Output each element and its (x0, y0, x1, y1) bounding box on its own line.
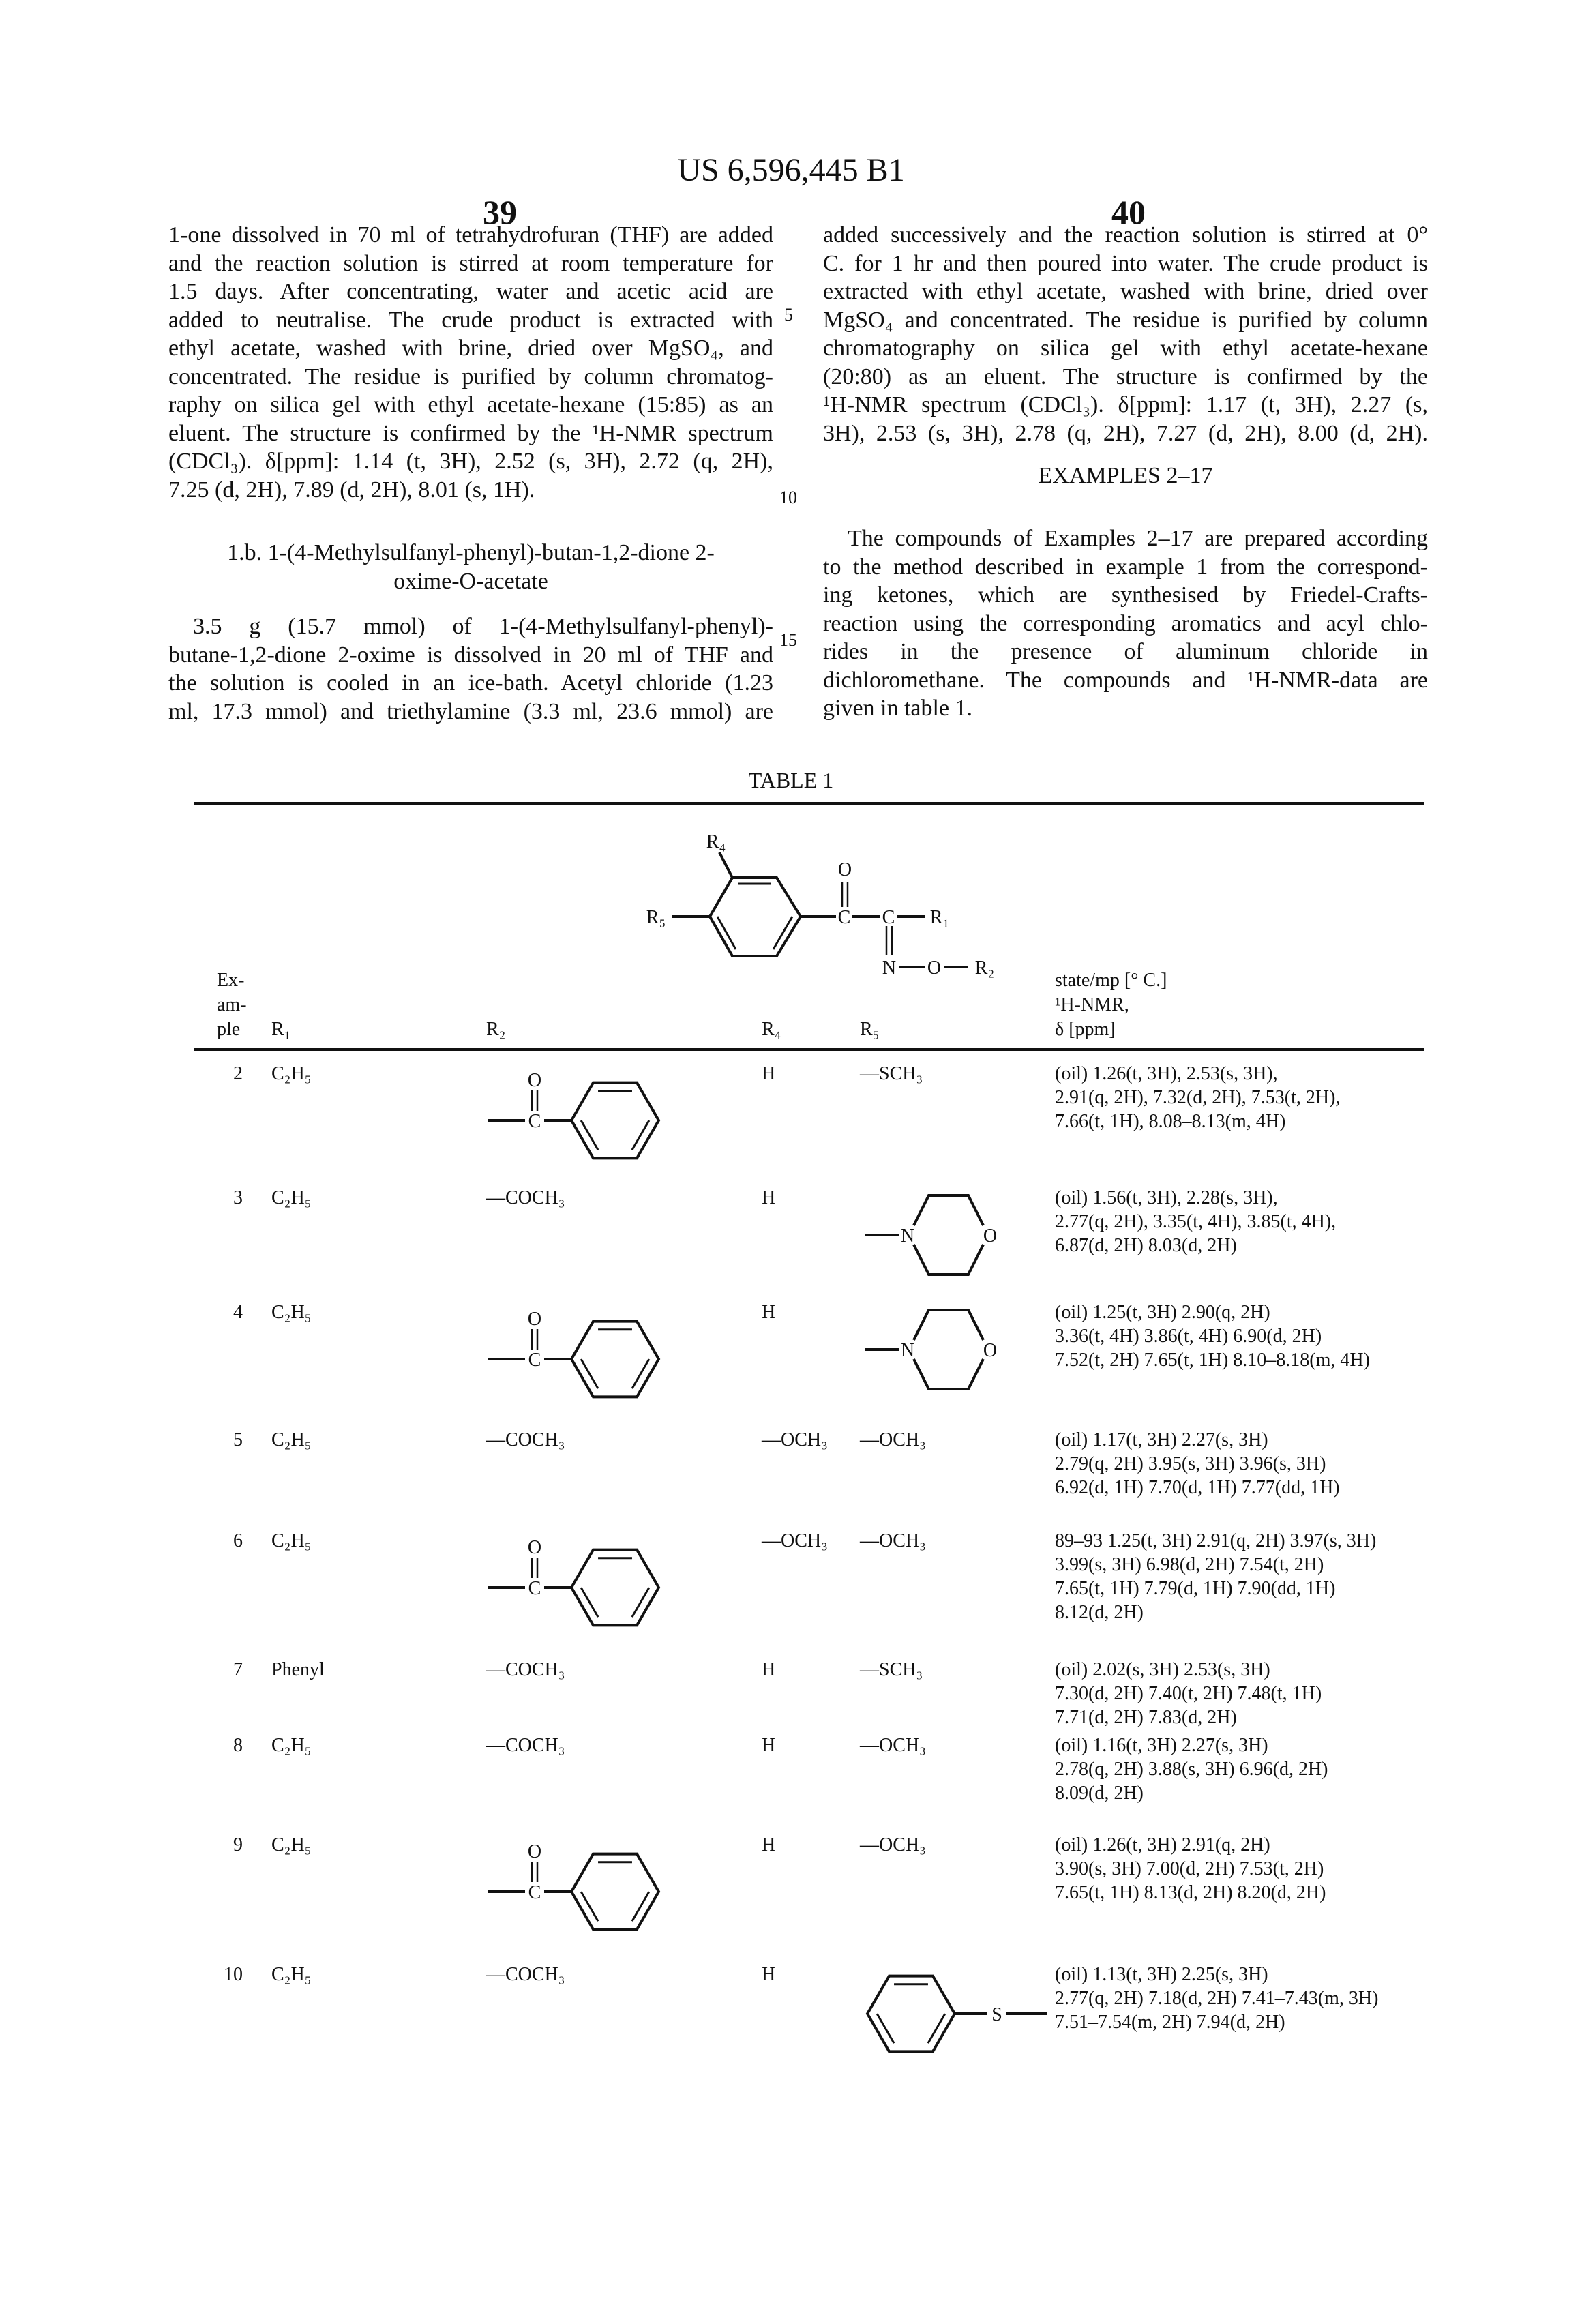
header-r4: R₄ (762, 1017, 781, 1042)
benzoyl-structure (488, 1841, 659, 1929)
cell-nmr-line: 7.66(t, 1H), 8.08–8.13(m, 4H) (1055, 1109, 1285, 1133)
text-line: 1.5 days. After concentrating, water and acetic acid are (168, 278, 773, 306)
cell-r5: —OCH₃ (860, 1733, 926, 1757)
cell-r4: H (762, 1658, 775, 1682)
text-line: reaction using the corresponding aromatics and acyl chlo- (823, 610, 1428, 638)
phenylthio-structure (867, 1976, 1047, 2052)
page-number-right: 40 (1111, 192, 1146, 232)
cell-example: 9 (233, 1833, 243, 1857)
heading-line: oxime-O-acetate (168, 567, 773, 596)
cell-nmr-line: 7.52(t, 2H) 7.65(t, 1H) 8.10–8.18(m, 4H) (1055, 1348, 1370, 1372)
morpholino-structure (865, 1310, 997, 1389)
label-r5: R₅ (646, 907, 666, 928)
cell-r5: —SCH₃ (860, 1658, 923, 1682)
cell-r2: —COCH₃ (486, 1963, 565, 1986)
cell-nmr-line: 6.87(d, 2H) 8.03(d, 2H) (1055, 1234, 1237, 1257)
cell-nmr-line: 2.78(q, 2H) 3.88(s, 3H) 6.96(d, 2H) (1055, 1757, 1328, 1781)
cell-nmr-line: 2.91(q, 2H), 7.32(d, 2H), 7.53(t, 2H), (1055, 1086, 1340, 1109)
cell-r4: H (762, 1300, 775, 1324)
label-n: N (882, 957, 896, 979)
text-line: added successively and the reaction solution is stirred at 0° (823, 221, 1428, 250)
text-line: (20:80) as an eluent. The structure is confirmed by the (823, 363, 1428, 391)
benzene-ring (571, 1083, 659, 1159)
cell-r4: —OCH₃ (762, 1529, 828, 1553)
header-nmr-line: δ [ppm] (1055, 1017, 1167, 1042)
atom-label-c: C (528, 1111, 541, 1132)
cell-r5: —OCH₃ (860, 1833, 926, 1857)
benzoyl-structure (488, 1537, 659, 1625)
header-r2: R₂ (486, 1017, 505, 1042)
cell-nmr-line: 7.65(t, 1H) 8.13(d, 2H) 8.20(d, 2H) (1055, 1881, 1326, 1905)
text-line: 3H), 2.53 (s, 3H), 2.78 (q, 2H), 7.27 (d, 2H), 8.00 (d, 2H). (823, 419, 1428, 448)
label-c: C (838, 907, 851, 928)
benzene-ring (571, 1550, 659, 1626)
benzoyl-structure (488, 1309, 659, 1397)
cell-r1: Phenyl (271, 1658, 325, 1682)
cell-nmr-line: 2.77(q, 2H), 3.35(t, 4H), 3.85(t, 4H), (1055, 1210, 1336, 1234)
cell-nmr-line: 8.09(d, 2H) (1055, 1781, 1144, 1805)
label-r4: R₄ (706, 831, 726, 852)
cell-r1: C₂H₅ (271, 1529, 311, 1553)
cell-r4: H (762, 1186, 775, 1210)
cell-r1: C₂H₅ (271, 1733, 311, 1757)
cell-example: 7 (233, 1658, 243, 1682)
line-number-10: 10 (779, 488, 797, 508)
cell-nmr-line: 8.12(d, 2H) (1055, 1600, 1144, 1624)
header-nmr-line: state/mp [° C.] (1055, 968, 1167, 993)
benzoyl-structure (488, 1070, 659, 1158)
text-line: concentrated. The residue is purified by column chromatog- (168, 363, 773, 391)
text-line: C. for 1 hr and then poured into water. The crude product is (823, 250, 1428, 278)
cell-r2: —COCH₃ (486, 1428, 565, 1452)
cell-r2: —COCH₃ (486, 1186, 565, 1210)
atom-label-o: O (528, 1841, 541, 1862)
label-o: O (927, 957, 941, 979)
text-line: 1-one dissolved in 70 ml of tetrahydrofuran (THF) are added (168, 221, 773, 250)
text-line: to the method described in example 1 from the correspond- (823, 553, 1428, 582)
heading-line: 1.b. 1-(4-Methylsulfanyl-phenyl)-butan-1,2-dione 2- (168, 539, 773, 567)
cell-example: 4 (233, 1300, 243, 1324)
atom-label-n: N (901, 1225, 914, 1247)
text-line: 7.25 (d, 2H), 7.89 (d, 2H), 8.01 (s, 1H). (168, 476, 773, 505)
cell-example: 3 (233, 1186, 243, 1210)
text-line: given in table 1. (823, 694, 1428, 723)
atom-label-o: O (983, 1340, 997, 1361)
benzene-ring (710, 878, 801, 956)
text-line: MgSO₄ and concentrated. The residue is purified by column (823, 306, 1428, 335)
label-c: C (882, 907, 895, 928)
general-formula-labels (646, 831, 994, 979)
benzene-ring (867, 1976, 955, 2052)
text-line: ethyl acetate, washed with brine, dried over MgSO₄, and (168, 334, 773, 363)
cell-r5: —OCH₃ (860, 1428, 926, 1452)
header-nmr-line: ¹H-NMR, (1055, 993, 1167, 1017)
text-line: ¹H-NMR spectrum (CDCl₃). δ[ppm]: 1.17 (t, 3H), 2.27 (s, (823, 391, 1428, 419)
cell-r1: C₂H₅ (271, 1963, 311, 1986)
text-line: eluent. The structure is confirmed by the ¹H-NMR spectrum (168, 419, 773, 448)
cell-nmr-line: (oil) 1.56(t, 3H), 2.28(s, 3H), (1055, 1186, 1278, 1210)
atom-label-s: S (991, 2004, 1002, 2025)
cell-r4: H (762, 1963, 775, 1986)
cell-r1: C₂H₅ (271, 1062, 311, 1086)
cell-nmr-line: (oil) 1.16(t, 3H) 2.27(s, 3H) (1055, 1733, 1268, 1757)
atom-label-c: C (528, 1882, 541, 1903)
cell-nmr-line: 89–93 1.25(t, 3H) 2.91(q, 2H) 3.97(s, 3H) (1055, 1529, 1376, 1553)
text-line: ml, 17.3 mmol) and triethylamine (3.3 ml, 23.6 mmol) are (168, 698, 773, 726)
cell-r4: H (762, 1062, 775, 1086)
atom-label-o: O (983, 1225, 997, 1247)
patent-number: US 6,596,445 B1 (0, 151, 1582, 189)
label-r2: R₂ (975, 957, 994, 979)
cell-r5: —OCH₃ (860, 1529, 926, 1553)
table-title: TABLE 1 (0, 768, 1582, 793)
cell-nmr-line: 6.92(d, 1H) 7.70(d, 1H) 7.77(dd, 1H) (1055, 1476, 1340, 1500)
cell-nmr-line: 3.36(t, 4H) 3.86(t, 4H) 6.90(d, 2H) (1055, 1324, 1322, 1348)
cell-nmr-line: (oil) 1.26(t, 3H), 2.53(s, 3H), (1055, 1062, 1278, 1086)
cell-nmr-line: (oil) 1.26(t, 3H) 2.91(q, 2H) (1055, 1833, 1270, 1857)
label-r1: R₁ (930, 907, 949, 928)
atom-label-n: N (901, 1340, 914, 1361)
page-number-left: 39 (483, 192, 517, 232)
cell-nmr-line: (oil) 1.25(t, 3H) 2.90(q, 2H) (1055, 1300, 1270, 1324)
text-line: chromatography on silica gel with ethyl acetate-hexane (823, 334, 1428, 363)
text-line: added to neutralise. The crude product is extracted with (168, 306, 773, 335)
cell-example: 10 (224, 1963, 243, 1986)
cell-nmr-line: 3.99(s, 3H) 6.98(d, 2H) 7.54(t, 2H) (1055, 1553, 1324, 1577)
cell-example: 6 (233, 1529, 243, 1553)
cell-example: 2 (233, 1062, 243, 1086)
morpholino-structure (865, 1195, 997, 1275)
line-number-5: 5 (784, 305, 793, 325)
text-line: dichloromethane. The compounds and ¹H-NMR-data are (823, 666, 1428, 695)
text-line: ing ketones, which are synthesised by Friedel-Crafts- (823, 581, 1428, 610)
cell-r2: —COCH₃ (486, 1733, 565, 1757)
cell-r5: —SCH₃ (860, 1062, 923, 1086)
header-example-line: am- (217, 993, 247, 1017)
cell-nmr-line: 7.71(d, 2H) 7.83(d, 2H) (1055, 1705, 1237, 1729)
cell-nmr-line: 2.77(q, 2H) 7.18(d, 2H) 7.41–7.43(m, 3H) (1055, 1986, 1378, 2010)
cell-nmr-line: (oil) 1.13(t, 3H) 2.25(s, 3H) (1055, 1963, 1268, 1986)
header-example-line: Ex- (217, 968, 247, 993)
header-example-line: ple (217, 1017, 247, 1042)
atom-label-c: C (528, 1350, 541, 1371)
line-number-15: 15 (779, 630, 797, 651)
cell-nmr-line: 2.79(q, 2H) 3.95(s, 3H) 3.96(s, 3H) (1055, 1452, 1326, 1476)
cell-r1: C₂H₅ (271, 1300, 311, 1324)
header-r1: R₁ (271, 1017, 290, 1042)
label-o: O (838, 859, 852, 880)
atom-label-o: O (528, 1309, 541, 1330)
text-line: extracted with ethyl acetate, washed with brine, dried over (823, 278, 1428, 306)
cell-r4: —OCH₃ (762, 1428, 828, 1452)
header-r5: R₅ (860, 1017, 879, 1042)
cell-nmr-line: 7.30(d, 2H) 7.40(t, 2H) 7.48(t, 1H) (1055, 1682, 1322, 1705)
atom-label-o: O (528, 1070, 541, 1091)
atom-label-c: C (528, 1578, 541, 1599)
text-line: 3.5 g (15.7 mmol) of 1-(4-Methylsulfanyl-phenyl)- (168, 612, 773, 641)
general-formula-structure (672, 852, 968, 967)
text-line: butane-1,2-dione 2-oxime is dissolved in 20 ml of THF and (168, 641, 773, 670)
benzene-ring (571, 1854, 659, 1930)
cell-nmr-line: 7.51–7.54(m, 2H) 7.94(d, 2H) (1055, 2010, 1285, 2034)
cell-example: 5 (233, 1428, 243, 1452)
cell-r1: C₂H₅ (271, 1186, 311, 1210)
text-line: the solution is cooled in an ice-bath. Acetyl chloride (1.23 (168, 669, 773, 698)
text-line: and the reaction solution is stirred at room temperature for (168, 250, 773, 278)
cell-r1: C₂H₅ (271, 1833, 311, 1857)
cell-r2: —COCH₃ (486, 1658, 565, 1682)
text-line: (CDCl₃). δ[ppm]: 1.14 (t, 3H), 2.52 (s, 3H), 2.72 (q, 2H), (168, 447, 773, 476)
text-line: raphy on silica gel with ethyl acetate-hexane (15:85) as an (168, 391, 773, 419)
cell-example: 8 (233, 1733, 243, 1757)
cell-nmr-line: (oil) 1.17(t, 3H) 2.27(s, 3H) (1055, 1428, 1268, 1452)
text-line: rides in the presence of aluminum chloride in (823, 638, 1428, 666)
cell-r4: H (762, 1733, 775, 1757)
text-line: The compounds of Examples 2–17 are prepared according (823, 524, 1428, 553)
cell-nmr-line: (oil) 2.02(s, 3H) 2.53(s, 3H) (1055, 1658, 1270, 1682)
cell-nmr-line: 7.65(t, 1H) 7.79(d, 1H) 7.90(dd, 1H) (1055, 1577, 1335, 1600)
benzene-ring (571, 1322, 659, 1397)
atom-label-o: O (528, 1537, 541, 1558)
examples-heading: EXAMPLES 2–17 (823, 462, 1428, 490)
cell-r4: H (762, 1833, 775, 1857)
cell-nmr-line: 3.90(s, 3H) 7.00(d, 2H) 7.53(t, 2H) (1055, 1857, 1324, 1881)
cell-r1: C₂H₅ (271, 1428, 311, 1452)
